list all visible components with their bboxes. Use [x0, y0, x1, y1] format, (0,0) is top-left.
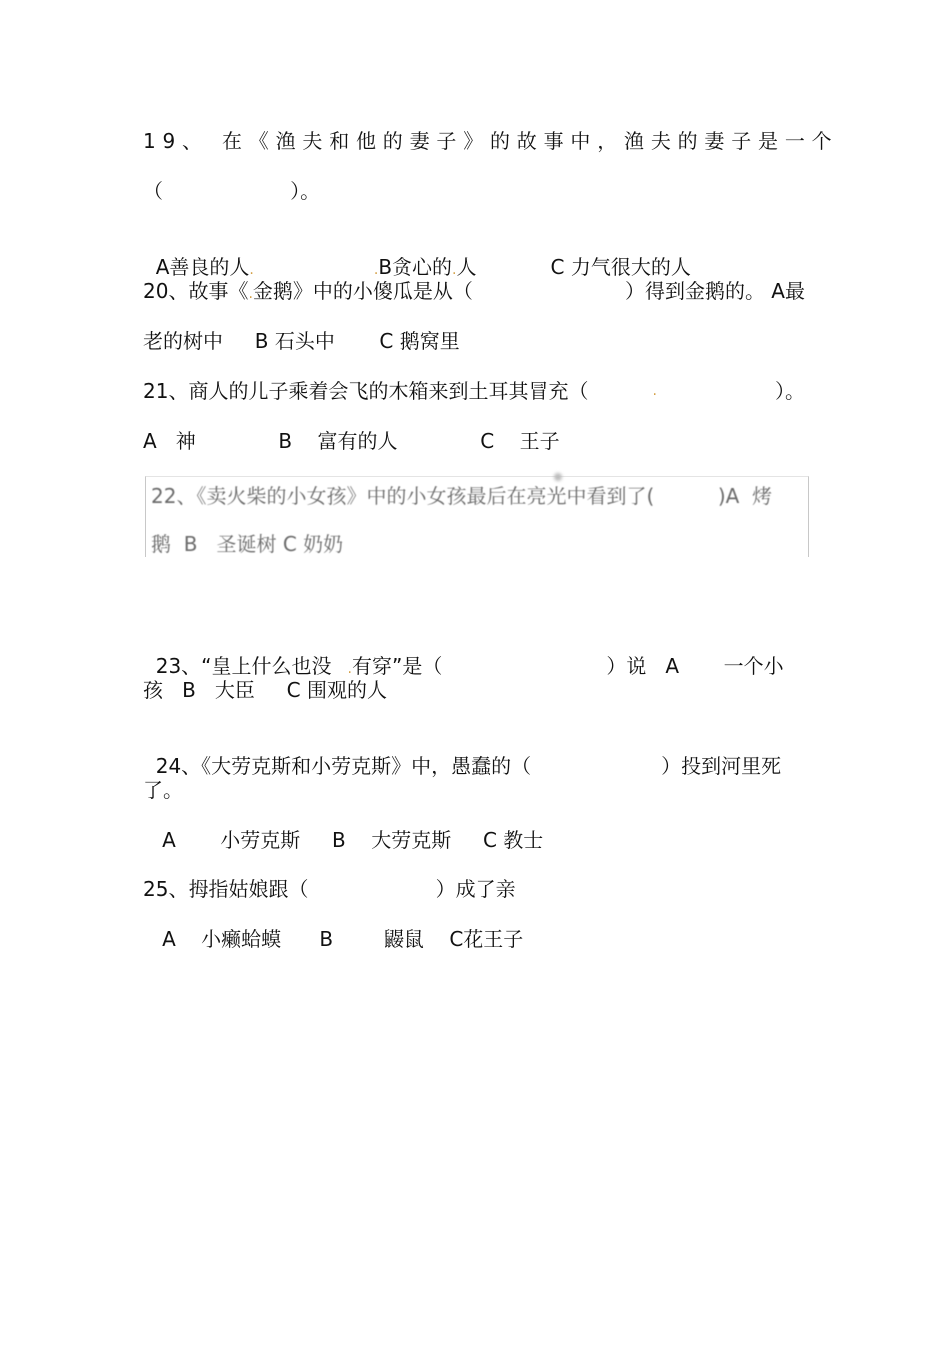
q23-line2: 孩 B 大臣 C 围观的人: [143, 678, 387, 702]
q24-line3: A 小劳克斯 B 大劳克斯 C 教士: [143, 828, 544, 852]
q22-scanned-box: [145, 476, 809, 557]
q20-line2: 老的树中 B 石头中 C 鹅窝里: [143, 329, 460, 353]
q23-part3: ）说 A 一个小: [606, 654, 784, 678]
q21-line1-text: 21、商人的儿子乘着会飞的木箱来到土耳其冒充（: [143, 379, 589, 403]
q24-line1: [143, 727, 781, 779]
q19-line1-left: 19、 在《渔夫和他的妻子》的故事中，: [143, 129, 625, 153]
q22-line2: 鹅 B 圣诞树 C 奶奶: [151, 532, 344, 556]
q20-line1: [143, 278, 805, 307]
q19-line1-right: 渔夫的妻子是一个: [624, 129, 839, 153]
q19-line2: （ ）。: [143, 179, 321, 203]
scan-dot: .: [249, 262, 254, 278]
scan-dot: .: [652, 383, 657, 399]
q21-line1-end: ）。: [775, 379, 805, 403]
q24-part2: ）投到河里死: [661, 754, 782, 778]
q23-part1: 23、“皇上什么也没: [155, 654, 332, 678]
scan-dot: .: [373, 262, 379, 278]
q25-line2: A 小癞蛤蟆 B 鼹鼠 C花王子: [143, 927, 524, 951]
q21-line1: [143, 378, 805, 404]
q19-option-b-end: 人: [456, 255, 477, 279]
q20-part2: 金鹅》中的小傻瓜是从（: [252, 279, 473, 303]
q24-line2: 了。: [143, 778, 183, 802]
q21-line1-right: [653, 378, 805, 404]
q20-part1: 20、故事《: [143, 279, 249, 303]
q19-line1: [143, 128, 839, 154]
q22-line1: 22、《卖火柴的小女孩》中的小女孩最后在亮光中看到了( )A 烤: [151, 484, 773, 508]
scan-dot: .: [347, 661, 352, 677]
q20-line1-left: [143, 278, 473, 307]
q21-line2: A 神 B 富有的人 C 王子: [143, 429, 560, 453]
q23-part2: 有穿”是（: [351, 654, 443, 678]
scan-dot: .: [452, 262, 457, 278]
q20-part3: ）得到金鹅的。 A最: [624, 279, 805, 303]
q19-option-c: C 力气很大的人: [550, 255, 691, 279]
q24-part1: 24、《大劳克斯和小劳克斯》中，愚蠢的（: [155, 754, 532, 778]
q19-option-a: A善良的人: [155, 255, 250, 279]
q19-options: [143, 228, 691, 283]
q23-line1: [143, 627, 784, 682]
q25-line1: 25、拇指姑娘跟（ ）成了亲: [143, 877, 516, 901]
scan-dot: .: [248, 286, 253, 302]
scan-smudge: [554, 473, 562, 481]
q19-option-b: B贪心的: [378, 255, 453, 279]
